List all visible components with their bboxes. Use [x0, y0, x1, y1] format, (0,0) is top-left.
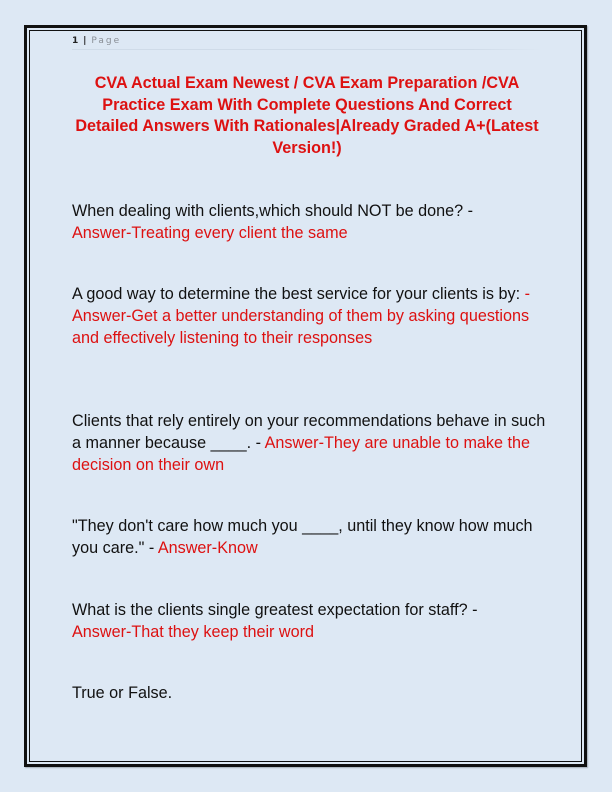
- answer-text: Answer-That they keep their word: [72, 623, 315, 641]
- question-text: "They don't care how much you ____, until they know how much you care." -: [72, 517, 533, 557]
- answer-text: - Answer-Get a better understanding of them by asking questions and effectively listening to their responses: [72, 285, 530, 347]
- answer-text: Answer-Know: [157, 539, 258, 557]
- question-text: When dealing with clients,which should NOT be done? -: [72, 202, 474, 220]
- qa-item-4: [72, 515, 547, 559]
- answer-text: Answer-Treating every client the same: [72, 224, 348, 242]
- question-text: True or False.: [72, 684, 173, 702]
- qa-item-6: [72, 682, 547, 704]
- page-separator: |: [83, 36, 87, 46]
- qa-item-3: [72, 410, 547, 476]
- question-text: A good way to determine the best service for your clients is by:: [72, 285, 521, 303]
- qa-item-1: [72, 200, 547, 244]
- document-title: CVA Actual Exam Newest / CVA Exam Preparation /CVA Practice Exam With Complete Questions And Correct Detailed Answers With Rationales|Already Graded A+(Latest Version!): [75, 74, 539, 157]
- page-label: Page: [91, 36, 122, 46]
- page-header: [72, 36, 121, 46]
- page-number: 1: [72, 36, 79, 46]
- header-divider: [72, 49, 542, 50]
- qa-item-5: [72, 599, 547, 643]
- answer-text: Answer-They are unable to make the decision on their own: [72, 434, 531, 474]
- qa-item-2: [72, 283, 547, 349]
- question-text: What is the clients single greatest expectation for staff? -: [72, 601, 478, 619]
- question-text: Clients that rely entirely on your recommendations behave in such a manner because ____. -: [72, 412, 546, 452]
